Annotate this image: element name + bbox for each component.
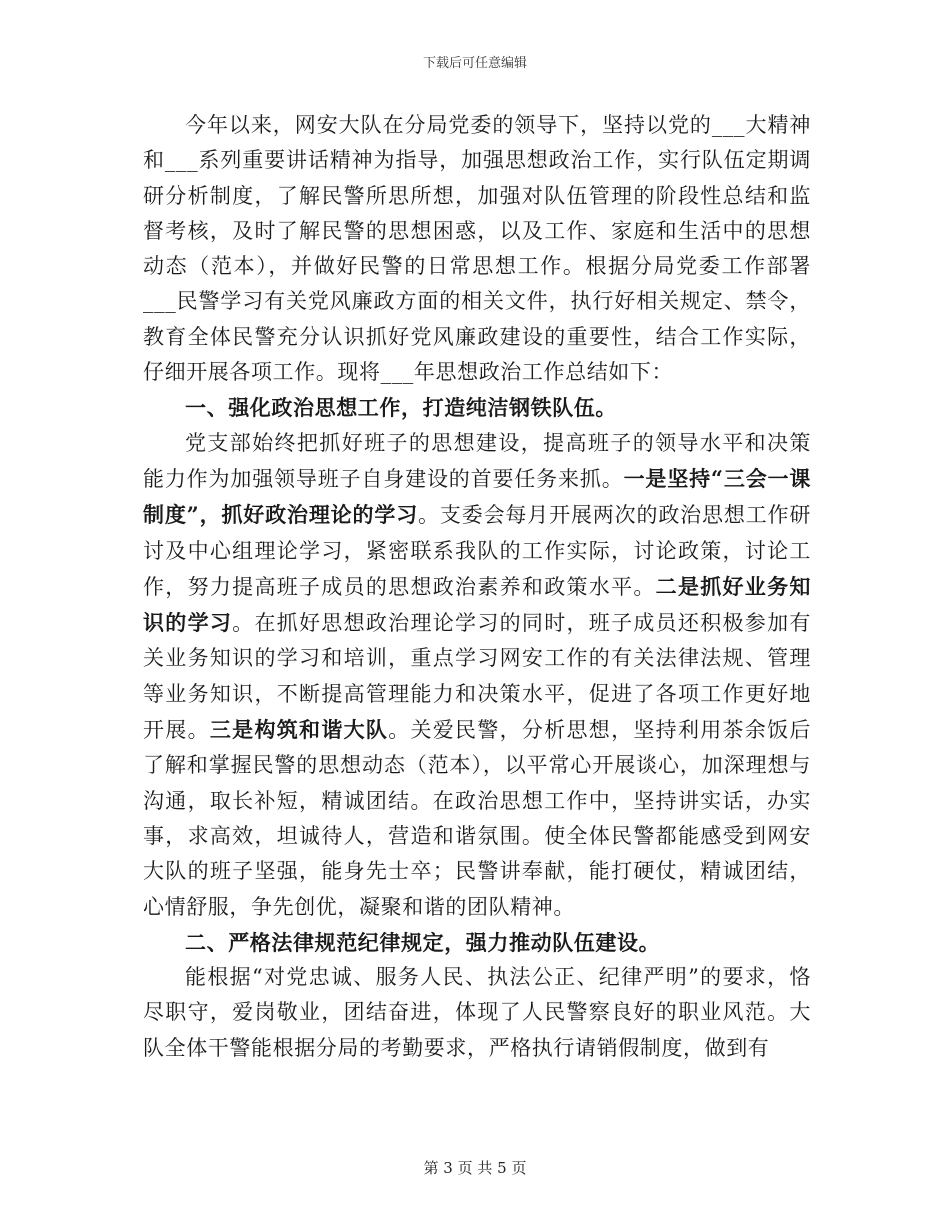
document-body xyxy=(143,108,811,1066)
section-heading-1: 一、强化政治思想工作，打造纯洁钢铁队伍。 xyxy=(185,395,617,421)
section-1-bold-1: 一是坚持“三会一课制度”，抓好政治理论的学习 xyxy=(143,465,811,528)
section-heading-2: 二、严格法律规范纪律规定，强力推动队伍建设。 xyxy=(185,929,661,955)
page-footer: 第 3 页 共 5 页 xyxy=(423,1159,527,1177)
page-header: 下载后可任意编辑 xyxy=(422,56,527,71)
section-1-bold-2: 二是抓好业务知识的学习 xyxy=(143,573,811,636)
section-2-paragraph: 能根据“对党忠诚、服务人民、执法公正、纪律严明”的要求，恪尽职守，爱岗敬业，团结奋进，体现了人民警察良好的职业风范。大队全体干警能根据分局的考勤要求，严格执行请销假制度，做到有 xyxy=(143,965,811,1060)
section-1-text-4: 。关爱民警，分析思想，坚持利用茶余饭后了解和掌握民警的思想动态（范本），以平常心开展谈心，加深理想与沟通，取长补短，精诚团结。在政治思想工作中，坚持讲实话，办实事，求高效，坦诚待人，营造和谐氛围。使全体民警都能感受到网安大队的班子坚强，能身先士卒；民警讲奉献，能打硬仗，精诚团结，心情舒服，争先创优，凝聚和谐的团队精神。 xyxy=(143,718,811,919)
section-1-text-3: 。在抓好思想政治理论学习的同时，班子成员还积极参加有关业务知识的学习和培训，重点学习网安工作的有关法律法规、管理等业务知识，不断提高管理能力和决策水平，促进了各项工作更好地开展。 xyxy=(143,611,811,743)
section-1-bold-3: 三是构筑和谐大队 xyxy=(209,717,389,743)
intro-paragraph: 今年以来，网安大队在分局党委的领导下，坚持以党的___大精神和___系列重要讲话精神为指导，加强思想政治工作，实行队伍定期调研分析制度，了解民警所思所想，加强对队伍管理的阶段性总结和监督考核，及时了解民警的思想困惑，以及工作、家庭和生活中的思想动态（范本），并做好民警的日常思想工作。根据分局党委工作部署___民警学习有关党风廉政方面的相关文件，执行好相关规定、禁令，教育全体民警充分认识抓好党风廉政建设的重要性，结合工作实际，仔细开展各项工作。现将___年思想政治工作总结如下： xyxy=(143,113,811,385)
section-1-text-2: 。支委会每月开展两次的政治思想工作研讨及中心组理论学习，紧密联系我队的工作实际，讨论政策，讨论工作，努力提高班子成员的思想政治素养和政策水平。 xyxy=(143,503,811,599)
section-1-text-1: 党支部始终把抓好班子的思想建设，提高班子的领导水平和决策能力作为加强领导班子自身建设的首要任务来抓。 xyxy=(143,430,811,491)
section-1-paragraph xyxy=(143,426,811,925)
